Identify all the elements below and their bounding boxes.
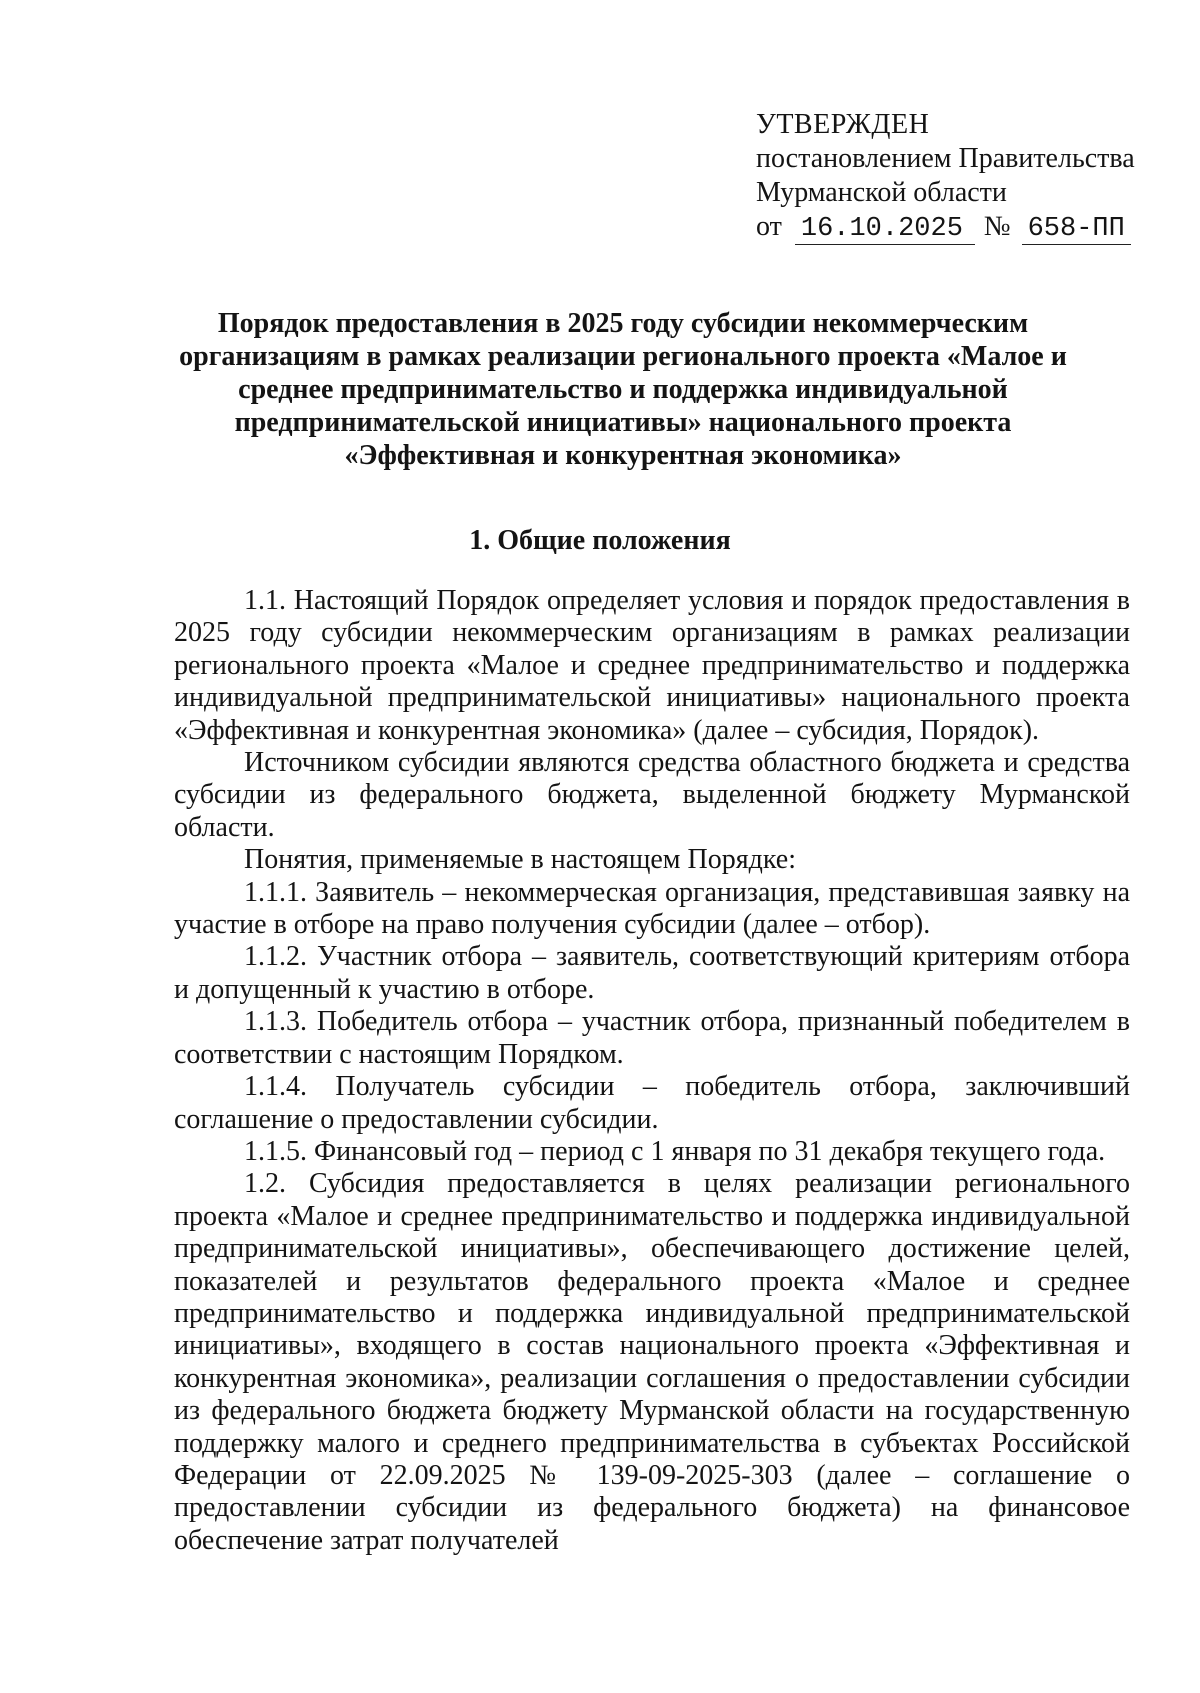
title-line-3: среднее предпринимательство и поддержка индивидуальной <box>238 374 1008 405</box>
title-line-2: организациям в рамках реализации регионального проекта «Малое и <box>179 341 1067 372</box>
paragraph-source: Источником субсидии являются средства областного бюджета и средства субсидии из федерального бюджета, выделенной бюджету Мурманской области. <box>174 747 1130 843</box>
approval-number-sign: № <box>983 211 1011 242</box>
body-text <box>174 585 1130 1557</box>
title-line-4: предпринимательской инициативы» национального проекта <box>234 407 1012 438</box>
title-line-1: Порядок предоставления в 2025 году субсидии некоммерческим <box>217 308 1029 339</box>
approval-stamp <box>756 108 1176 245</box>
approval-date-line <box>756 210 1176 245</box>
approval-line-1: постановлением Правительства <box>756 143 1135 174</box>
approval-date-prefix: от <box>756 211 782 242</box>
document-title <box>178 307 1068 472</box>
section-heading: 1. Общие положения <box>469 525 731 556</box>
paragraph-1-1-2: 1.1.2. Участник отбора – заявитель, соответствующий критериям отбора и допущенный к участию в отборе. <box>174 941 1130 1005</box>
paragraph-1-1-1: 1.1.1. Заявитель – некоммерческая организация, представившая заявку на участие в отборе на право получения субсидии (далее – отбор). <box>174 876 1130 941</box>
paragraph-1-1-5: 1.1.5. Финансовый год – период с 1 января по 31 декабря текущего года. <box>244 1135 1106 1167</box>
approval-number: 658-ПП <box>1022 214 1131 245</box>
approval-heading: УТВЕРЖДЕН <box>756 109 930 140</box>
paragraph-1-1: 1.1. Настоящий Порядок определяет условия и порядок предоставления в 2025 году субсидии некоммерческим организациям в рамках реализации регионального проекта «Малое и среднее предпринимательство и поддержка индивидуальной предпринимательской инициативы» национального проекта «Эффективная и конкурентная экономика» (далее – субсидия, Порядок). <box>174 585 1130 746</box>
paragraph-definitions-intro: Понятия, применяемые в настоящем Порядке: <box>244 844 796 876</box>
paragraph-1-2: 1.2. Субсидия предоставляется в целях реализации регионального проекта «Малое и среднее предпринимательство и поддержка индивидуальной предпринимательской инициативы», обеспечивающего достижение целей, показателей и результатов федерального проекта «Малое и среднее предпринимательство и поддержка индивидуальной предпринимательской инициативы», входящего в состав национального проекта «Эффективная и конкурентная экономика», реализации соглашения о предоставлении субсидии из федерального бюджета бюджету Мурманской области на государственную поддержку малого и среднего предпринимательства в субъектах Российской Федерации от 22.09.2025 № 139-09-2025-303 (далее – соглашение о предоставлении субсидии из федерального бюджета) на финансовое обеспечение затрат получателей <box>174 1168 1130 1556</box>
paragraph-1-1-3: 1.1.3. Победитель отбора – участник отбора, признанный победителем в соответствии с настоящим Порядком. <box>174 1006 1130 1070</box>
approval-line-2: Мурманской области <box>756 177 1007 208</box>
paragraph-1-1-4: 1.1.4. Получатель субсидии – победитель отбора, заключивший соглашение о предоставлении субсидии. <box>174 1071 1130 1135</box>
title-line-5: «Эффективная и конкурентная экономика» <box>344 440 902 471</box>
approval-date: 16.10.2025 <box>795 214 975 245</box>
